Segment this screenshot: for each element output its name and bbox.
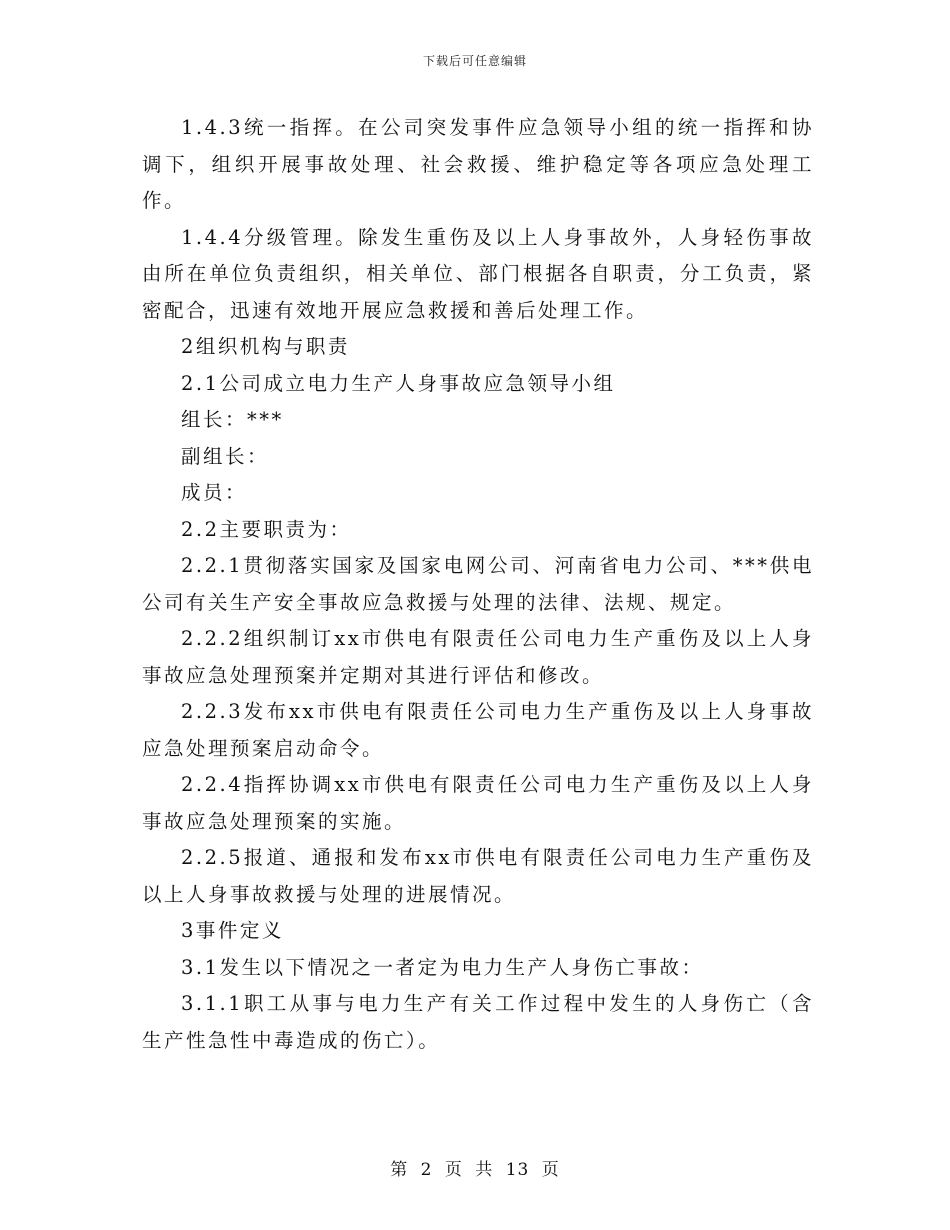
document-body (142, 110, 814, 1059)
page-header: 下载后可任意编辑 (422, 54, 527, 68)
paragraph-2-2-4: 2.2.4指挥协调xx市供电有限责任公司电力生产重伤及以上人身事故应急处理预案的实施。 (142, 773, 814, 833)
paragraph-3-1: 3.1发生以下情况之一者定为电力生产人身伤亡事故： (181, 955, 704, 979)
deputy-leader-line: 副组长： (181, 444, 270, 468)
paragraph-2-2-2: 2.2.2组织制订xx市供电有限责任公司电力生产重伤及以上人身事故应急处理预案并定期对其进行评估和修改。 (142, 627, 814, 687)
paragraph-2-2: 2.2主要职责为： (181, 517, 352, 541)
paragraph-3-1-1: 3.1.1职工从事与电力生产有关工作过程中发生的人身伤亡（含生产性急性中毒造成的伤亡）。 (142, 992, 814, 1052)
paragraph-2-2-1: 2.2.1贯彻落实国家及国家电网公司、河南省电力公司、***供电公司有关生产安全事故应急救援与处理的法律、法规、规定。 (142, 554, 814, 614)
paragraph-2-2-5: 2.2.5报道、通报和发布xx市供电有限责任公司电力生产重伤及以上人身事故救援与处理的进展情况。 (142, 846, 814, 906)
paragraph-1-4-4: 1.4.4分级管理。除发生重伤及以上人身事故外，人身轻伤事故由所在单位负责组织，相关单位、部门根据各自职责，分工负责，紧密配合，迅速有效地开展应急救援和善后处理工作。 (142, 225, 814, 322)
paragraph-2-2-3: 2.2.3发布xx市供电有限责任公司电力生产重伤及以上人身事故应急处理预案启动命令。 (142, 700, 814, 760)
page-number: 第 2 页 共 13 页 (390, 1160, 560, 1180)
leader-line: 组长：*** (181, 408, 284, 431)
members-line: 成员： (181, 481, 248, 504)
section-heading-2: 2组织机构与职责 (181, 335, 350, 358)
paragraph-2-1: 2.1公司成立电力生产人身事故应急领导小组 (181, 371, 616, 395)
paragraph-1-4-3: 1.4.3统一指挥。在公司突发事件应急领导小组的统一指挥和协调下，组织开展事故处理、社会救援、维护稳定等各项应急处理工作。 (142, 116, 814, 212)
section-heading-3: 3事件定义 (181, 919, 284, 942)
